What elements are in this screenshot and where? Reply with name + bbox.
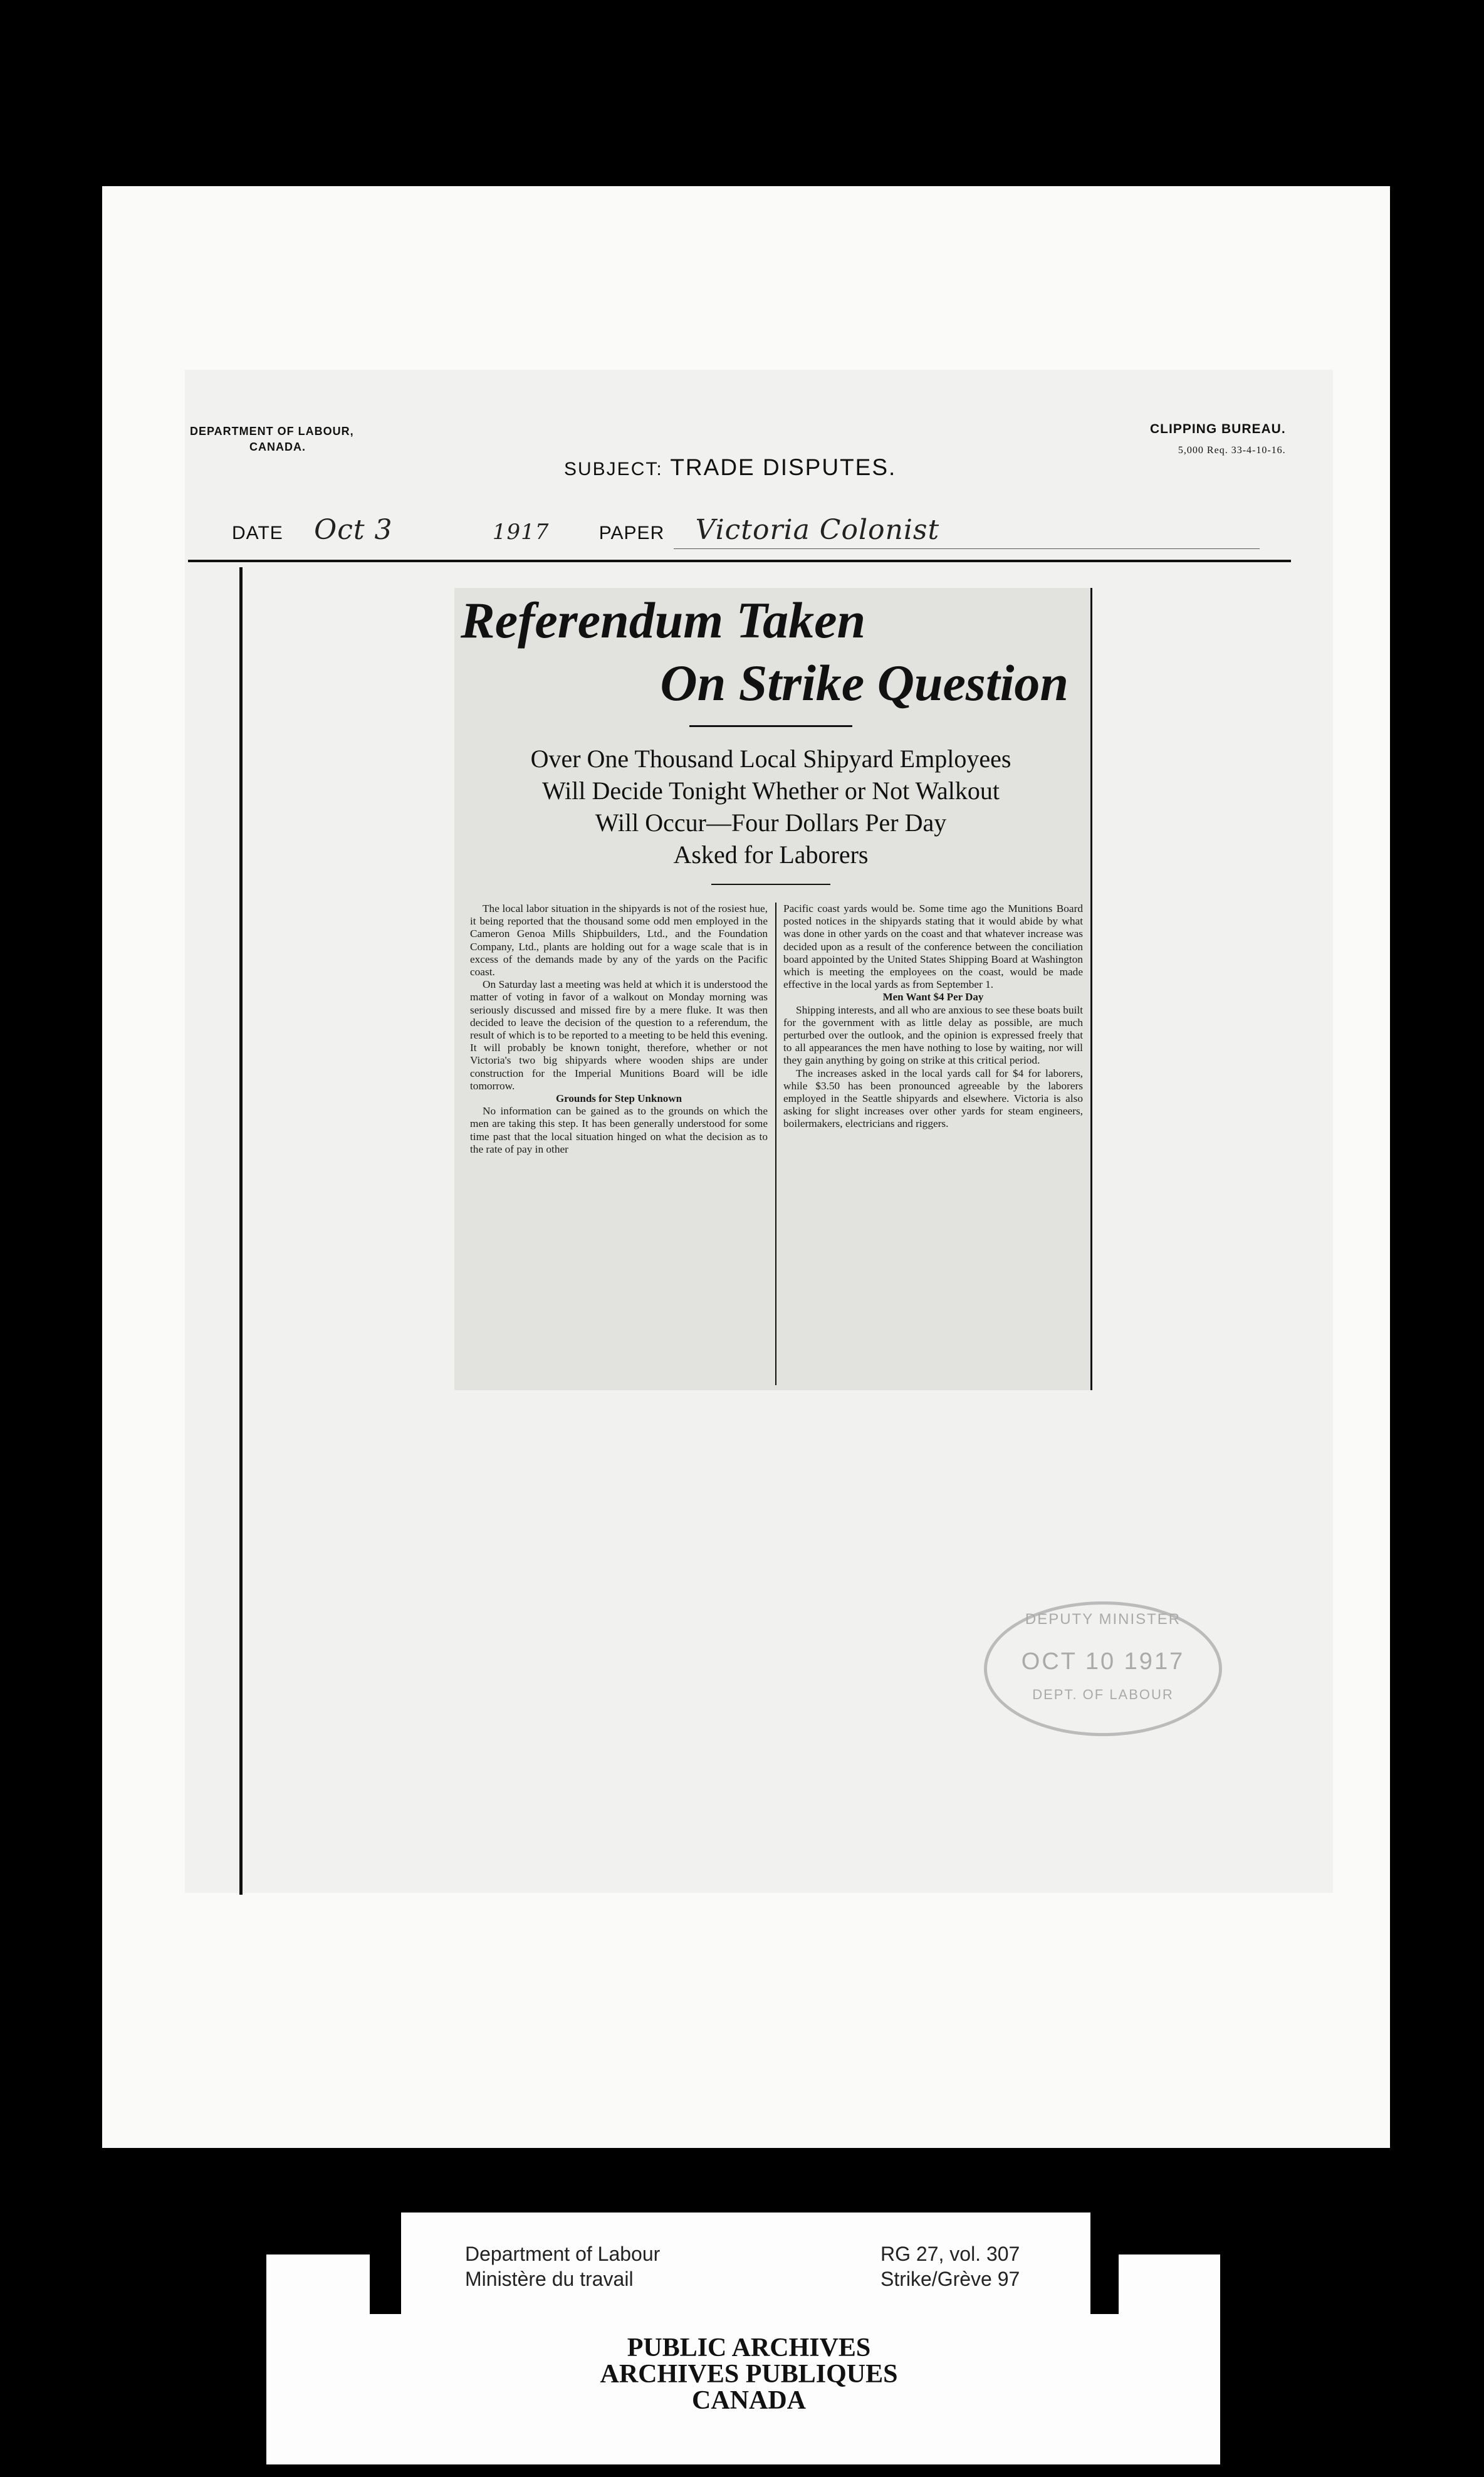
paper-underline (674, 548, 1260, 549)
paper-label: PAPER (598, 523, 665, 543)
date-label: DATE (232, 523, 283, 543)
margin-rule (239, 567, 243, 1895)
subhead-line: Asked for Laborers (673, 841, 869, 869)
section-subhead: Men Want $4 Per Day (882, 991, 984, 1003)
archives-line-en: PUBLIC ARCHIVES (627, 2333, 871, 2362)
section-subhead: Grounds for Step Unknown (555, 1092, 682, 1105)
department-heading (190, 424, 354, 455)
stamp-top-text: DEPUTY MINISTER (1025, 1611, 1181, 1628)
label-department (465, 2241, 660, 2291)
year-value: 1917 (492, 520, 550, 545)
article-left-column (470, 903, 768, 1156)
headline-line-1: Referendum Taken (461, 592, 866, 649)
article-subhead (461, 743, 1081, 871)
label-reference (880, 2241, 1020, 2291)
headline-rule (689, 725, 852, 727)
subject-label: SUBJECT: (564, 459, 663, 479)
record-group: RG 27, vol. 307 (880, 2243, 1020, 2265)
archives-line-country: CANADA (692, 2386, 806, 2415)
paragraph: On Saturday last a meeting was held at which it is understood the matter of voting in favor of a walkout on Monday morning was seriously discussed and missed fire by a mere fluke. It was then decided to leave the decision of the question to a referendum, the result of which is to be reported to a meeting to be held this evening. It will probably be known tonight, therefore, whether or not Victoria's two big shipyards where wooden ships are under construction for the Imperial Munitions Board will be idle tomorrow. (470, 978, 768, 1092)
article-right-column (783, 903, 1083, 1131)
clipping-right-edge (1090, 588, 1092, 1390)
paper-handwritten: Victoria Colonist (695, 514, 940, 546)
bureau-title: CLIPPING BUREAU. (1150, 422, 1286, 436)
card-notch-right (1090, 2254, 1119, 2314)
paragraph: The increases asked in the local yards call for $4 for laborers, while $3.50 has been pronounced agreeable by the laborers employed in the Seattle shipyards and elsewhere. Victoria is also asking for slight increases over other yards for steam engineers, boilermakers, electricians and riggers. (783, 1067, 1083, 1130)
headline-line-2: On Strike Question (660, 654, 1069, 711)
country-line: CANADA. (249, 441, 306, 453)
department-line: DEPARTMENT OF LABOUR, (190, 425, 354, 437)
archives-line-fr: ARCHIVES PUBLIQUES (600, 2360, 898, 2389)
stamp-bottom-text: DEPT. OF LABOUR (1032, 1687, 1174, 1702)
paragraph: Pacific coast yards would be. Some time ago the Munitions Board posted notices in the shipyards stating that it would abide by what was done in other yards on the coast and that whatever increase was decided upon as a result of the conference between the conciliation board appointed by the United States Shipping Board at Washington which is meeting the employees on the coast, would be made effective in the local yards as from September 1. (783, 903, 1083, 991)
public-archives-title (551, 2335, 946, 2414)
subject-value: TRADE DISPUTES. (670, 454, 897, 480)
clipping-bureau-heading (1150, 419, 1286, 461)
paragraph: No information can be gained as to the grounds on which the men are taking this step. It has been generally understood for some time past that the local situation hinged on what the decision as to the rate of pay in other (470, 1105, 768, 1155)
subhead-line: Over One Thousand Local Shipyard Employees (530, 745, 1011, 773)
department-fr: Ministère du travail (465, 2268, 634, 2290)
stamp-date: OCT 10 1917 (1021, 1648, 1185, 1675)
paragraph: The local labor situation in the shipyards is not of the rosiest hue, it being reported that the thousand some odd men employed in the Cameron Genoa Mills Shipbuilders, Ltd., and the Foundation Company, Ltd., plants are holding out for a wage scale that is in excess of the demands made by any of the yards on the Pacific coast. (470, 903, 768, 978)
column-rule (775, 903, 776, 1385)
subhead-rule (711, 884, 830, 885)
header-rule (188, 560, 1291, 562)
strike-number: Strike/Grève 97 (880, 2268, 1020, 2290)
date-handwritten: Oct 3 (314, 514, 393, 546)
date-paper-line (232, 514, 939, 546)
card-notch-left (370, 2254, 401, 2314)
received-stamp (984, 1601, 1222, 1736)
requisition-number: 5,000 Req. 33-4-10-16. (1178, 445, 1286, 456)
subhead-line: Will Occur—Four Dollars Per Day (595, 809, 947, 837)
article-headline (461, 589, 1081, 715)
subhead-line: Will Decide Tonight Whether or Not Walkout (542, 777, 1000, 805)
department-en: Department of Labour (465, 2243, 661, 2265)
subject-line (564, 454, 896, 481)
paragraph: Shipping interests, and all who are anxious to see these boats built for the government with as little delay as possible, are much perturbed over the outlook, and the opinion is expressed freely that to all appearances the men have nothing to lose by waiting, nor will they gain anything by going on strike at this critical period. (783, 1003, 1083, 1067)
